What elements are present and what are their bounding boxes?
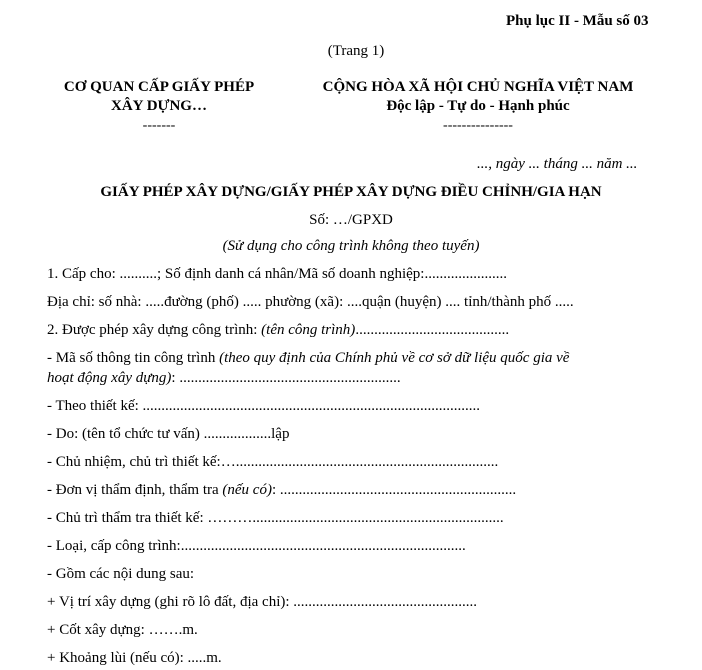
info-code-line-2 — [47, 370, 401, 387]
agency-rule: ------- — [142, 118, 176, 133]
contents-line: - Gồm các nội dung sau: — [47, 566, 195, 582]
permit-line-prefix: 2. Được phép xây dựng công trình: — [47, 322, 262, 338]
appraisal-prefix: - Đơn vị thẩm định, thẩm tra — [47, 482, 223, 498]
address-line: Địa chỉ: số nhà: .....đường (phố) ..... phường (xã): ....quận (huyện) .... tỉnh/thành phố ..... — [47, 294, 574, 310]
nation-rule: --------------- — [443, 118, 513, 133]
document-number: Số: …/GPXD — [309, 212, 393, 228]
date-line: ..., ngày ... tháng ... năm ... — [477, 156, 638, 172]
info-code-line — [47, 350, 569, 367]
page-label: (Trang 1) — [327, 43, 385, 59]
nation-name: CỘNG HÒA XÃ HỘI CHỦ NGHĨA VIỆT NAM — [322, 79, 634, 95]
appraisal-suffix: : ............................................................... — [271, 482, 517, 498]
appraisal-italic: (nếu có) — [222, 482, 272, 498]
reviewer-line: - Chủ trì thẩm tra thiết kế: ………................................................................... — [47, 510, 504, 526]
nation-motto: Độc lập - Tự do - Hạnh phúc — [386, 98, 570, 114]
issued-to-line: 1. Cấp cho: ..........; Số định danh cá nhân/Mã số doanh nghiệp:...................... — [47, 266, 507, 282]
permit-line-suffix: ......................................... — [355, 322, 510, 338]
appraisal-unit-line — [47, 482, 516, 499]
permit-line — [47, 322, 509, 339]
agency-name-line2: XÂY DỰNG… — [111, 98, 207, 114]
appendix-label: Phụ lục II - Mẫu số 03 — [506, 13, 649, 29]
info-code-prefix: - Mã số thông tin công trình — [47, 350, 220, 366]
info-code-italic-2: hoạt động xây dựng) — [47, 370, 172, 386]
usage-note: (Sử dụng cho công trình không theo tuyến) — [222, 238, 480, 254]
agency-name-line1: CƠ QUAN CẤP GIẤY PHÉP — [63, 79, 255, 95]
chief-designer-line: - Chủ nhiệm, chủ trì thiết kế:…...................................................................... — [47, 454, 499, 470]
location-line: + Vị trí xây dựng (ghi rõ lô đất, địa chỉ): ................................................. — [47, 594, 478, 610]
permit-line-italic: (tên công trình) — [261, 322, 356, 338]
elevation-line: + Cốt xây dựng: …….m. — [47, 622, 198, 638]
info-code-suffix: : ........................................................... — [171, 370, 401, 386]
info-code-italic: (theo quy định của Chính phủ về cơ sở dữ liệu quốc gia về — [219, 350, 570, 366]
document-title: GIẤY PHÉP XÂY DỰNG/GIẤY PHÉP XÂY DỰNG ĐIỀU CHỈNH/GIA HẠN — [100, 184, 602, 200]
prepared-by-line: - Do: (tên tổ chức tư vấn) ..................lập — [47, 426, 290, 442]
setback-line: + Khoảng lùi (nếu có): .....m. — [47, 650, 222, 666]
work-type-line: - Loại, cấp công trình:............................................................................ — [47, 538, 466, 554]
design-line: - Theo thiết kế: .......................................................................................... — [47, 398, 481, 414]
